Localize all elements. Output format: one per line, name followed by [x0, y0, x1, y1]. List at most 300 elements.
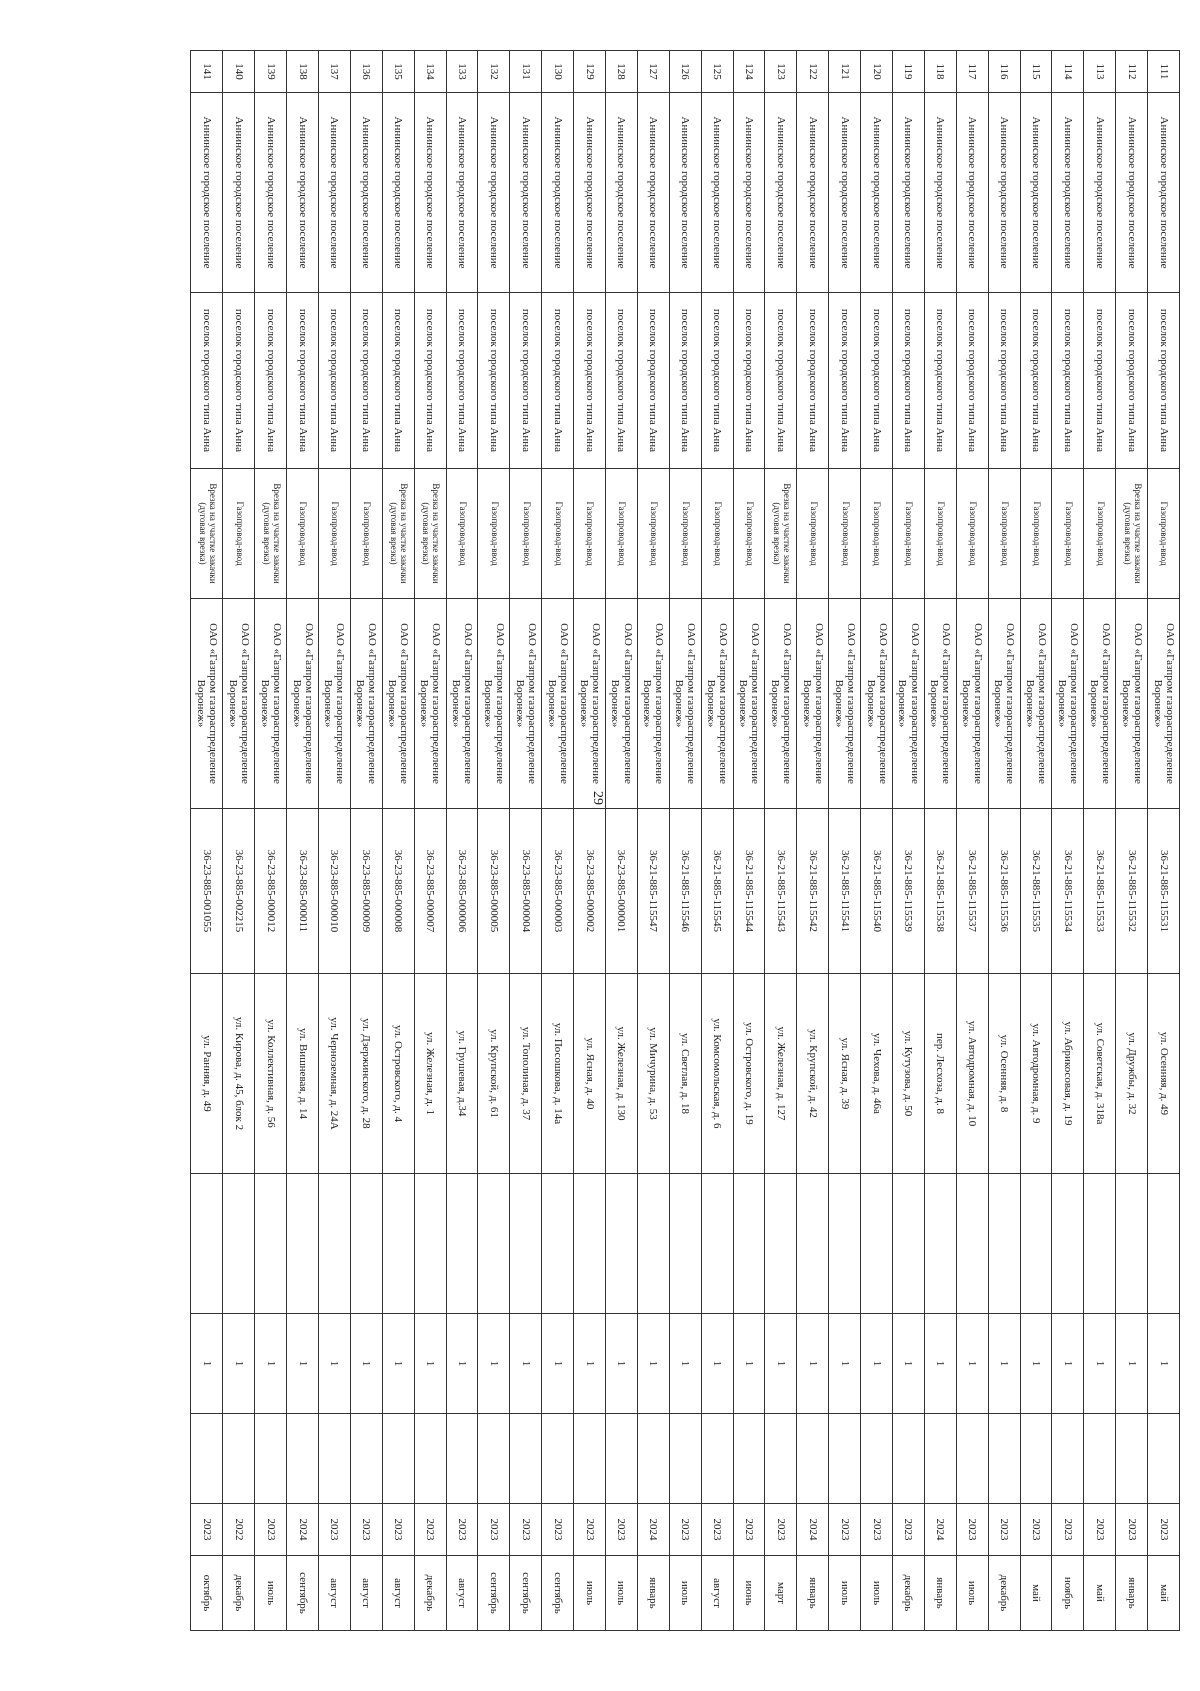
account-number-cell: 36-21-885-115539 [892, 809, 924, 974]
empty-cell [1084, 1414, 1116, 1504]
address-cell: ул. Черноземная, д. 24А [318, 974, 350, 1174]
object-type-cell: Газопровод-ввод [542, 469, 574, 599]
table-row [191, 51, 223, 1631]
empty-cell [1148, 1414, 1180, 1504]
year-cell: 2023 [701, 1504, 733, 1556]
locality-cell: поселок городского типа Анна [255, 293, 287, 469]
count-cell: 1 [191, 1314, 223, 1414]
organization-cell: ОАО «Газпром газораспределение Воронеж» [510, 599, 542, 809]
count-cell: 1 [892, 1314, 924, 1414]
row-number: 138 [287, 51, 319, 93]
empty-cell [1052, 1414, 1084, 1504]
locality-cell: поселок городского типа Анна [733, 293, 765, 469]
address-cell: ул. Кирова, д. 45, блок 2 [223, 974, 255, 1174]
empty-cell [733, 1174, 765, 1314]
table-row [1148, 51, 1180, 1631]
account-number-cell: 36-21-885-115538 [924, 809, 956, 974]
object-type-cell: Газопровод-ввод [861, 469, 893, 599]
empty-cell [350, 1174, 382, 1314]
empty-cell [446, 1174, 478, 1314]
count-cell: 1 [574, 1314, 606, 1414]
locality-cell: поселок городского типа Анна [605, 293, 637, 469]
address-cell: ул. Осенняя, д. 49 [1148, 974, 1180, 1174]
locality-cell: поселок городского типа Анна [797, 293, 829, 469]
count-cell: 1 [861, 1314, 893, 1414]
account-number-cell: 36-21-885-115542 [797, 809, 829, 974]
empty-cell [797, 1174, 829, 1314]
settlement-cell: Аннинское городское поселение [478, 93, 510, 293]
year-cell: 2023 [861, 1504, 893, 1556]
row-number: 118 [924, 51, 956, 93]
locality-cell: поселок городского типа Анна [829, 293, 861, 469]
table-row [924, 51, 956, 1631]
month-cell: январь [637, 1556, 669, 1631]
count-cell: 1 [542, 1314, 574, 1414]
empty-cell [988, 1174, 1020, 1314]
count-cell: 1 [1020, 1314, 1052, 1414]
table-row [733, 51, 765, 1631]
settlement-cell: Аннинское городское поселение [382, 93, 414, 293]
month-cell: август [350, 1556, 382, 1631]
gas-connection-table-wrapper [190, 50, 1180, 1630]
organization-cell: ОАО «Газпром газораспределение Воронеж» [765, 599, 797, 809]
count-cell: 1 [765, 1314, 797, 1414]
object-type-cell: Врезка на участке закачки (дуговая врезка) [414, 469, 446, 599]
empty-cell [861, 1174, 893, 1314]
empty-cell [1020, 1174, 1052, 1314]
account-number-cell: 36-23-885-000001 [605, 809, 637, 974]
empty-cell [956, 1414, 988, 1504]
count-cell: 1 [223, 1314, 255, 1414]
address-cell: ул. Ясная, д. 39 [829, 974, 861, 1174]
empty-cell [988, 1414, 1020, 1504]
object-type-cell: Газопровод-ввод [829, 469, 861, 599]
year-cell: 2023 [255, 1504, 287, 1556]
year-cell: 2023 [669, 1504, 701, 1556]
address-cell: ул. Грушевая, д.34 [446, 974, 478, 1174]
year-cell: 2023 [1116, 1504, 1148, 1556]
empty-cell [510, 1174, 542, 1314]
row-number: 121 [829, 51, 861, 93]
month-cell: сентябрь [287, 1556, 319, 1631]
address-cell: ул. Дзержинского, д. 28 [350, 974, 382, 1174]
organization-cell: ОАО «Газпром газораспределение Воронеж» [861, 599, 893, 809]
year-cell: 2023 [350, 1504, 382, 1556]
year-cell: 2023 [542, 1504, 574, 1556]
empty-cell [574, 1414, 606, 1504]
settlement-cell: Аннинское городское поселение [318, 93, 350, 293]
year-cell: 2024 [637, 1504, 669, 1556]
table-row [574, 51, 606, 1631]
organization-cell: ОАО «Газпром газораспределение Воронеж» [255, 599, 287, 809]
address-cell: ул. Советская, д. 318а [1084, 974, 1116, 1174]
empty-cell [924, 1174, 956, 1314]
locality-cell: поселок городского типа Анна [892, 293, 924, 469]
object-type-cell: Газопровод-ввод [1148, 469, 1180, 599]
count-cell: 1 [1116, 1314, 1148, 1414]
empty-cell [542, 1174, 574, 1314]
month-cell: июль [255, 1556, 287, 1631]
object-type-cell: Газопровод-ввод [733, 469, 765, 599]
account-number-cell: 36-21-885-115541 [829, 809, 861, 974]
month-cell: август [701, 1556, 733, 1631]
empty-cell [1148, 1174, 1180, 1314]
organization-cell: ОАО «Газпром газораспределение Воронеж» [701, 599, 733, 809]
settlement-cell: Аннинское городское поселение [414, 93, 446, 293]
year-cell: 2024 [287, 1504, 319, 1556]
address-cell: ул. Железная, д. 130 [605, 974, 637, 1174]
address-cell: ул. Кутузова, д. 50 [892, 974, 924, 1174]
object-type-cell: Газопровод-ввод [701, 469, 733, 599]
count-cell: 1 [255, 1314, 287, 1414]
table-row [478, 51, 510, 1631]
object-type-cell: Газопровод-ввод [956, 469, 988, 599]
table-row [637, 51, 669, 1631]
table-row [542, 51, 574, 1631]
empty-cell [414, 1174, 446, 1314]
object-type-cell: Газопровод-ввод [637, 469, 669, 599]
object-type-cell: Врезка на участке закачки (дуговая врезка) [765, 469, 797, 599]
account-number-cell: 36-23-885-000003 [542, 809, 574, 974]
address-cell: ул. Комсомольская, д. 6 [701, 974, 733, 1174]
object-type-cell: Газопровод-ввод [287, 469, 319, 599]
object-type-cell: Газопровод-ввод [446, 469, 478, 599]
year-cell: 2024 [797, 1504, 829, 1556]
account-number-cell: 36-21-885-115537 [956, 809, 988, 974]
year-cell: 2023 [1020, 1504, 1052, 1556]
locality-cell: поселок городского типа Анна [701, 293, 733, 469]
settlement-cell: Аннинское городское поселение [223, 93, 255, 293]
settlement-cell: Аннинское городское поселение [542, 93, 574, 293]
count-cell: 1 [669, 1314, 701, 1414]
year-cell: 2023 [478, 1504, 510, 1556]
count-cell: 1 [1148, 1314, 1180, 1414]
empty-cell [510, 1414, 542, 1504]
month-cell: июнь [733, 1556, 765, 1631]
locality-cell: поселок городского типа Анна [382, 293, 414, 469]
table-row [1116, 51, 1148, 1631]
account-number-cell: 36-21-885-115543 [765, 809, 797, 974]
count-cell: 1 [350, 1314, 382, 1414]
locality-cell: поселок городского типа Анна [510, 293, 542, 469]
account-number-cell: 36-23-885-000004 [510, 809, 542, 974]
settlement-cell: Аннинское городское поселение [350, 93, 382, 293]
organization-cell: ОАО «Газпром газораспределение Воронеж» [1052, 599, 1084, 809]
row-number: 141 [191, 51, 223, 93]
month-cell: сентябрь [478, 1556, 510, 1631]
object-type-cell: Газопровод-ввод [574, 469, 606, 599]
count-cell: 1 [733, 1314, 765, 1414]
year-cell: 2023 [829, 1504, 861, 1556]
organization-cell: ОАО «Газпром газораспределение Воронеж» [1116, 599, 1148, 809]
empty-cell [1052, 1174, 1084, 1314]
row-number: 127 [637, 51, 669, 93]
month-cell: декабрь [223, 1556, 255, 1631]
row-number: 111 [1148, 51, 1180, 93]
object-type-cell: Врезка на участке закачки (дуговая врезка) [382, 469, 414, 599]
organization-cell: ОАО «Газпром газораспределение Воронеж» [287, 599, 319, 809]
count-cell: 1 [988, 1314, 1020, 1414]
account-number-cell: 36-21-885-115531 [1148, 809, 1180, 974]
month-cell: сентябрь [542, 1556, 574, 1631]
object-type-cell: Газопровод-ввод [1084, 469, 1116, 599]
table-row [988, 51, 1020, 1631]
empty-cell [669, 1414, 701, 1504]
table-row [956, 51, 988, 1631]
settlement-cell: Аннинское городское поселение [255, 93, 287, 293]
year-cell: 2023 [191, 1504, 223, 1556]
table-row [829, 51, 861, 1631]
count-cell: 1 [287, 1314, 319, 1414]
settlement-cell: Аннинское городское поселение [892, 93, 924, 293]
settlement-cell: Аннинское городское поселение [1052, 93, 1084, 293]
empty-cell [701, 1174, 733, 1314]
object-type-cell: Газопровод-ввод [1052, 469, 1084, 599]
empty-cell [637, 1174, 669, 1314]
locality-cell: поселок городского типа Анна [478, 293, 510, 469]
month-cell: март [765, 1556, 797, 1631]
table-row [382, 51, 414, 1631]
empty-cell [255, 1174, 287, 1314]
row-number: 128 [605, 51, 637, 93]
month-cell: январь [924, 1556, 956, 1631]
locality-cell: поселок городского типа Анна [574, 293, 606, 469]
account-number-cell: 36-23-885-000009 [350, 809, 382, 974]
count-cell: 1 [924, 1314, 956, 1414]
empty-cell [829, 1174, 861, 1314]
row-number: 130 [542, 51, 574, 93]
table-row [287, 51, 319, 1631]
organization-cell: ОАО «Газпром газораспределение Воронеж» [1084, 599, 1116, 809]
organization-cell: ОАО «Газпром газораспределение Воронеж» [669, 599, 701, 809]
empty-cell [478, 1174, 510, 1314]
row-number: 136 [350, 51, 382, 93]
address-cell: ул. Посошкова, д. 14а [542, 974, 574, 1174]
month-cell: август [446, 1556, 478, 1631]
month-cell: май [1084, 1556, 1116, 1631]
organization-cell: ОАО «Газпром газораспределение Воронеж» [924, 599, 956, 809]
settlement-cell: Аннинское городское поселение [669, 93, 701, 293]
year-cell: 2023 [382, 1504, 414, 1556]
row-number: 114 [1052, 51, 1084, 93]
organization-cell: ОАО «Газпром газораспределение Воронеж» [478, 599, 510, 809]
count-cell: 1 [1084, 1314, 1116, 1414]
locality-cell: поселок городского типа Анна [414, 293, 446, 469]
year-cell: 2023 [733, 1504, 765, 1556]
table-row [605, 51, 637, 1631]
account-number-cell: 36-23-885-000012 [255, 809, 287, 974]
month-cell: декабрь [892, 1556, 924, 1631]
address-cell: ул. Автодромная, д. 9 [1020, 974, 1052, 1174]
page-number: 29 [590, 791, 605, 805]
year-cell: 2023 [765, 1504, 797, 1556]
empty-cell [478, 1414, 510, 1504]
settlement-cell: Аннинское городское поселение [797, 93, 829, 293]
row-number: 113 [1084, 51, 1116, 93]
year-cell: 2024 [924, 1504, 956, 1556]
account-number-cell: 36-21-885-115547 [637, 809, 669, 974]
settlement-cell: Аннинское городское поселение [765, 93, 797, 293]
locality-cell: поселок городского типа Анна [861, 293, 893, 469]
address-cell: ул. Мичурина, д. 53 [637, 974, 669, 1174]
account-number-cell: 36-21-885-115533 [1084, 809, 1116, 974]
table-row [892, 51, 924, 1631]
account-number-cell: 36-21-885-115545 [701, 809, 733, 974]
account-number-cell: 36-23-885-000005 [478, 809, 510, 974]
organization-cell: ОАО «Газпром газораспределение Воронеж» [223, 599, 255, 809]
table-row [350, 51, 382, 1631]
address-cell: ул. Железная, д. 127 [765, 974, 797, 1174]
row-number: 117 [956, 51, 988, 93]
table-row [765, 51, 797, 1631]
row-number: 131 [510, 51, 542, 93]
table-row [255, 51, 287, 1631]
address-cell: ул. Осенняя, д. 8 [988, 974, 1020, 1174]
address-cell: ул. Чехова, д. 46а [861, 974, 893, 1174]
year-cell: 2023 [414, 1504, 446, 1556]
address-cell: ул. Тополиная, д. 37 [510, 974, 542, 1174]
row-number: 112 [1116, 51, 1148, 93]
locality-cell: поселок городского типа Анна [1020, 293, 1052, 469]
empty-cell [223, 1414, 255, 1504]
settlement-cell: Аннинское городское поселение [191, 93, 223, 293]
locality-cell: поселок городского типа Анна [287, 293, 319, 469]
empty-cell [797, 1414, 829, 1504]
row-number: 132 [478, 51, 510, 93]
empty-cell [637, 1414, 669, 1504]
empty-cell [829, 1414, 861, 1504]
organization-cell: ОАО «Газпром газораспределение Воронеж» [956, 599, 988, 809]
organization-cell: ОАО «Газпром газораспределение Воронеж» [542, 599, 574, 809]
table-row [861, 51, 893, 1631]
year-cell: 2023 [892, 1504, 924, 1556]
year-cell: 2023 [956, 1504, 988, 1556]
year-cell: 2023 [446, 1504, 478, 1556]
account-number-cell: 36-21-885-115534 [1052, 809, 1084, 974]
account-number-cell: 36-23-885-000002 [574, 809, 606, 974]
locality-cell: поселок городского типа Анна [988, 293, 1020, 469]
row-number: 133 [446, 51, 478, 93]
month-cell: июль [956, 1556, 988, 1631]
table-row [223, 51, 255, 1631]
organization-cell: ОАО «Газпром газораспределение Воронеж» [892, 599, 924, 809]
object-type-cell: Газопровод-ввод [924, 469, 956, 599]
object-type-cell: Газопровод-ввод [988, 469, 1020, 599]
count-cell: 1 [446, 1314, 478, 1414]
address-cell: ул. Крупской, д. 61 [478, 974, 510, 1174]
empty-cell [255, 1414, 287, 1504]
empty-cell [446, 1414, 478, 1504]
organization-cell: ОАО «Газпром газораспределение Воронеж» [605, 599, 637, 809]
settlement-cell: Аннинское городское поселение [446, 93, 478, 293]
count-cell: 1 [1052, 1314, 1084, 1414]
empty-cell [669, 1174, 701, 1314]
organization-cell: ОАО «Газпром газораспределение Воронеж» [797, 599, 829, 809]
empty-cell [605, 1174, 637, 1314]
organization-cell: ОАО «Газпром газораспределение Воронеж» [446, 599, 478, 809]
empty-cell [382, 1414, 414, 1504]
organization-cell: ОАО «Газпром газораспределение Воронеж» [318, 599, 350, 809]
locality-cell: поселок городского типа Анна [1084, 293, 1116, 469]
empty-cell [765, 1414, 797, 1504]
empty-cell [733, 1414, 765, 1504]
count-cell: 1 [318, 1314, 350, 1414]
address-cell: ул. Железная, д. 1 [414, 974, 446, 1174]
empty-cell [765, 1174, 797, 1314]
settlement-cell: Аннинское городское поселение [829, 93, 861, 293]
month-cell: май [1020, 1556, 1052, 1631]
count-cell: 1 [637, 1314, 669, 1414]
table-row [414, 51, 446, 1631]
empty-cell [350, 1414, 382, 1504]
address-cell: ул. Светлая, д. 18 [669, 974, 701, 1174]
empty-cell [1116, 1414, 1148, 1504]
count-cell: 1 [956, 1314, 988, 1414]
locality-cell: поселок городского типа Анна [1116, 293, 1148, 469]
year-cell: 2023 [574, 1504, 606, 1556]
month-cell: январь [1116, 1556, 1148, 1631]
object-type-cell: Газопровод-ввод [797, 469, 829, 599]
row-number: 140 [223, 51, 255, 93]
address-cell: ул. Островского, д. 4 [382, 974, 414, 1174]
empty-cell [223, 1174, 255, 1314]
table-row [1020, 51, 1052, 1631]
locality-cell: поселок городского типа Анна [446, 293, 478, 469]
year-cell: 2023 [988, 1504, 1020, 1556]
table-row [318, 51, 350, 1631]
row-number: 125 [701, 51, 733, 93]
address-cell: ул. Коллективная, д. 56 [255, 974, 287, 1174]
organization-cell: ОАО «Газпром газораспределение Воронеж» [733, 599, 765, 809]
month-cell: декабрь [988, 1556, 1020, 1631]
locality-cell: поселок городского типа Анна [542, 293, 574, 469]
account-number-cell: 36-23-885-001055 [191, 809, 223, 974]
month-cell: ноябрь [1052, 1556, 1084, 1631]
year-cell: 2023 [510, 1504, 542, 1556]
object-type-cell: Газопровод-ввод [1020, 469, 1052, 599]
empty-cell [287, 1174, 319, 1314]
year-cell: 2022 [223, 1504, 255, 1556]
organization-cell: ОАО «Газпром газораспределение Воронеж» [414, 599, 446, 809]
account-number-cell: 36-21-885-115532 [1116, 809, 1148, 974]
empty-cell [1116, 1174, 1148, 1314]
row-number: 137 [318, 51, 350, 93]
empty-cell [191, 1414, 223, 1504]
empty-cell [287, 1414, 319, 1504]
settlement-cell: Аннинское городское поселение [1116, 93, 1148, 293]
row-number: 134 [414, 51, 446, 93]
year-cell: 2023 [1148, 1504, 1180, 1556]
organization-cell: ОАО «Газпром газораспределение Воронеж» [829, 599, 861, 809]
count-cell: 1 [605, 1314, 637, 1414]
month-cell: декабрь [414, 1556, 446, 1631]
row-number: 139 [255, 51, 287, 93]
empty-cell [956, 1174, 988, 1314]
settlement-cell: Аннинское городское поселение [956, 93, 988, 293]
settlement-cell: Аннинское городское поселение [861, 93, 893, 293]
year-cell: 2023 [1052, 1504, 1084, 1556]
organization-cell: ОАО «Газпром газораспределение Воронеж» [1148, 599, 1180, 809]
settlement-cell: Аннинское городское поселение [605, 93, 637, 293]
locality-cell: поселок городского типа Анна [1052, 293, 1084, 469]
row-number: 122 [797, 51, 829, 93]
account-number-cell: 36-23-885-000006 [446, 809, 478, 974]
empty-cell [892, 1414, 924, 1504]
address-cell: ул. Ранняя, д. 49 [191, 974, 223, 1174]
settlement-cell: Аннинское городское поселение [637, 93, 669, 293]
year-cell: 2023 [318, 1504, 350, 1556]
object-type-cell: Газопровод-ввод [892, 469, 924, 599]
